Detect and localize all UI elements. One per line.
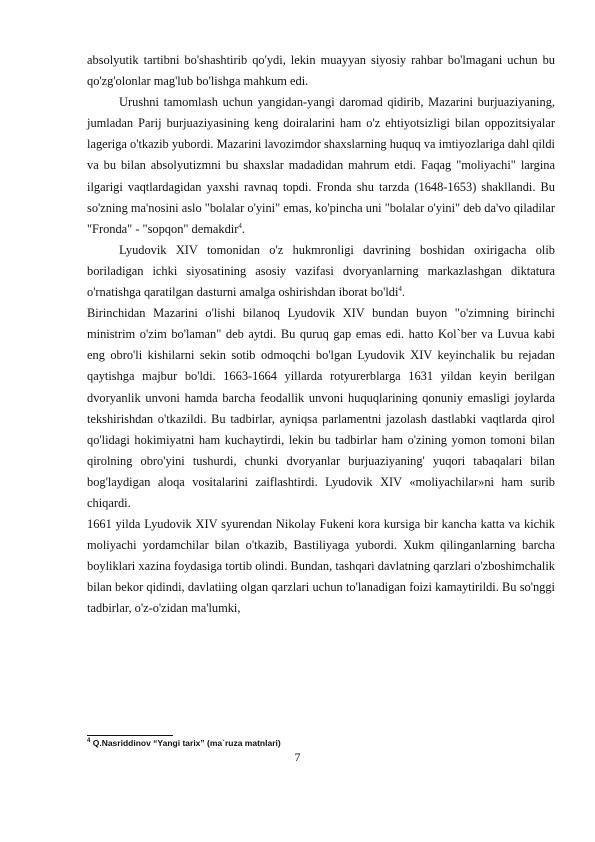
paragraph-text: Urushni tamomlash uchun yangidan-yangi daromad qidirib, Mazarini burjuaziyaning, jumladan Parij burjuaziyasining keng doiralarini ham o'z ehtiyotsizligi bilan oppozitsiyalar lageriga o'tkazib yubordi. Mazarini lavozimdor shaxslarning huquq va imtiyozlariga dahl qildi va bu bilan absolyutizmni bu shaxslar madadidan mahrum etdi. Faqag "moliyachi" largina ilgarigi vaqtlardagidan yaxshi ravnaq topdi. Fronda shu tarzda (1648-1653) shakllandi. Bu so'zning ma'nosini aslo "bolalar o'yini" emas, ko'pincha uni "bolalar o'yini" deb da'vo qiladilar "Fronda" - "sopqon" demakdir — [87, 95, 555, 236]
footnote-marker: 4 — [87, 738, 91, 745]
paragraph-text: 1661 yilda Lyudovik XIV syurendan Nikolay Fukeni kora kursiga bir kancha katta va kichik moliyachi yordamchilar bilan o'tkazib, Bastiliyaga yubordi. Xukm qilinganlarning barcha boyliklari xazina foydasiga tortib olindi. Bundan, tashqari davlatning qarzlari o'zboshimchalik bilan bekor qidindi, davlatiing olgan qarzlari uchun to'lanadigan foizi kamaytirildi. Bu so'nggi tadbirlar, o'z-o'zidan ma'lumki, — [87, 517, 555, 616]
paragraph-trailing: . — [241, 221, 245, 236]
paragraph-lyudovik-policy — [87, 240, 555, 303]
paragraph-first-minister — [87, 303, 555, 514]
footnote-reference: 4 — [238, 221, 242, 230]
paragraph-mazarini — [87, 92, 555, 240]
paragraph-text: Lyudovik XIV tomonidan o'z hukmronligi davrining boshidan oxirigacha olib boriladigan ichki siyosatining asosiy vazifasi dvoryanlarning markazlashgan diktatura o'rnatishga qaratilgan dasturni amalga oshirishdan iborat bo'ldi — [87, 242, 555, 300]
body-text — [87, 50, 555, 620]
paragraph-text: Birinchidan Mazarini o'lishi bilanoq Lyudovik XIV bundan buyon "o'zimning birinchi ministrim o'zim bo'laman" deb aytdi. Bu quruq gap emas edi. hatto Kol`ber va Luvua kabi eng obro'li kishilarni sekin sotib odmoqchi bo'lgan Lyudovik XIV keyinchalik bu rejadan qaytishga majbur bo'ldi. 1663-1664 yillarda rotyurerblarga 1631 yildan keyin berilgan dvoryanlik unvoni hamda barcha feodallik unvoni huquqlarining qonuniy emasligi joylarda tekshirishdan o'tkazildi. Bu tadbirlar, ayniqsa parlamentni jazolash dastlabki vaqtlarda qirol qo'lidagi hokimiyatni ham kuchaytirdi, lekin bu tadbirlar ham o'zining yomon tomoni bilan qirolning obro'yini tushurdi, chunki dvoryanlar burjuaziyaning' yuqori tabaqalari bilan bog'laydigan aloqa vositalarini zaiflashtirdi. Lyudovik XIV «moliyachilar»ni ham surib chiqardi. — [87, 306, 555, 510]
paragraph-text: absolyutik tartibni bo'shashtirib qo'ydi, lekin muayyan siyosiy rahbar bo'lmagani uchun bu qo'zg'olonlar mag'lub bo'lishga mahkum edi. — [87, 53, 555, 89]
footnote-reference: 4 — [398, 284, 402, 293]
footnote-separator — [87, 735, 173, 736]
paragraph-trailing: . — [401, 285, 406, 300]
page-number: 7 — [294, 750, 301, 764]
footnote — [87, 738, 555, 749]
footnote-text: Q.Nasriddinov “Yangi tarix” (ma`ruza matnlari) — [92, 738, 281, 748]
paragraph-continuation — [87, 50, 555, 92]
paragraph-fouquet — [87, 514, 555, 619]
